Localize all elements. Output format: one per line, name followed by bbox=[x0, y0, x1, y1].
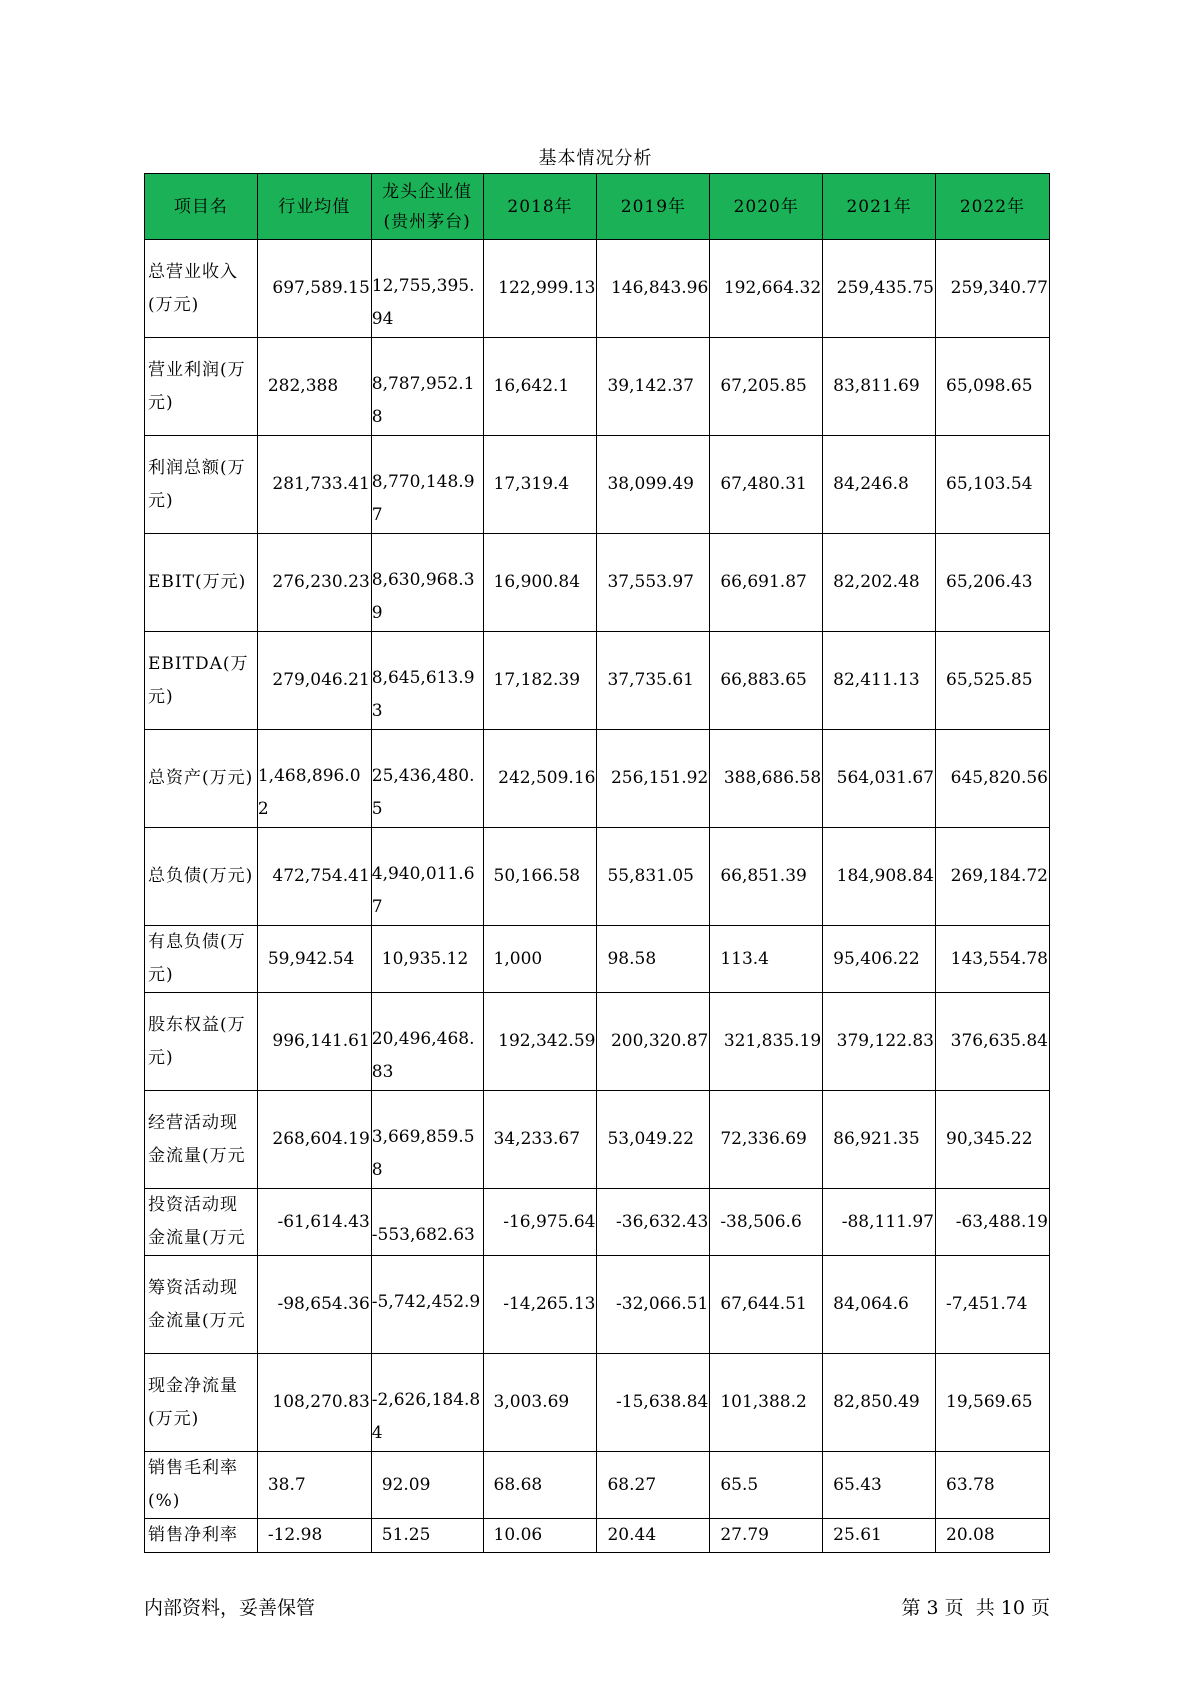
table-cell: 95,406.22 bbox=[823, 926, 936, 993]
table-cell: 51.25 bbox=[371, 1519, 483, 1553]
table-cell bbox=[371, 730, 483, 828]
table-cell: 192,664.32 bbox=[710, 240, 823, 338]
table-cell: 242,509.16 bbox=[483, 730, 597, 828]
table-row bbox=[145, 730, 1050, 828]
table-cell: -7,451.74 bbox=[936, 1256, 1050, 1354]
financial-table bbox=[144, 173, 1050, 1553]
table-cell: -15,638.84 bbox=[597, 1354, 710, 1452]
header-cell: 2020年 bbox=[710, 174, 823, 240]
table-row bbox=[145, 436, 1050, 534]
table-cell: 65.43 bbox=[823, 1452, 936, 1519]
row-label: EBITDA(万元) bbox=[145, 632, 258, 730]
footer-confidential-note: 内部资料，妥善保管 bbox=[144, 1597, 316, 1619]
table-cell: 19,569.65 bbox=[936, 1354, 1050, 1452]
table-row bbox=[145, 1452, 1050, 1519]
table-cell bbox=[371, 1256, 483, 1354]
row-label: 现金净流量(万元) bbox=[145, 1354, 258, 1452]
row-label: 总营业收入(万元) bbox=[145, 240, 258, 338]
table-cell bbox=[371, 632, 483, 730]
table-cell: 16,900.84 bbox=[483, 534, 597, 632]
cell-value: -2,626,184.84 bbox=[371, 1390, 481, 1443]
table-row bbox=[145, 1091, 1050, 1189]
row-label: 销售净利率 bbox=[145, 1519, 258, 1553]
table-cell: 259,435.75 bbox=[823, 240, 936, 338]
table-cell: 143,554.78 bbox=[936, 926, 1050, 993]
table-row bbox=[145, 338, 1050, 436]
row-label: EBIT(万元) bbox=[145, 534, 258, 632]
table-cell: 697,589.15 bbox=[257, 240, 371, 338]
cell-value: 12,755,395.94 bbox=[371, 276, 475, 329]
table-cell: -63,488.19 bbox=[936, 1189, 1050, 1256]
cell-value: 1,468,896.02 bbox=[257, 766, 361, 819]
table-cell: 65.5 bbox=[710, 1452, 823, 1519]
table-cell: 379,122.83 bbox=[823, 993, 936, 1091]
table-cell: 67,205.85 bbox=[710, 338, 823, 436]
table-cell bbox=[371, 436, 483, 534]
table-cell: -98,654.36 bbox=[257, 1256, 371, 1354]
table-cell: 86,921.35 bbox=[823, 1091, 936, 1189]
table-cell: 10,935.12 bbox=[371, 926, 483, 993]
table-cell: 65,098.65 bbox=[936, 338, 1050, 436]
table-cell: 282,388 bbox=[257, 338, 371, 436]
table-row bbox=[145, 1519, 1050, 1553]
row-label: 营业利润(万元) bbox=[145, 338, 258, 436]
table-cell: 66,883.65 bbox=[710, 632, 823, 730]
table-cell bbox=[371, 993, 483, 1091]
table-cell bbox=[371, 1354, 483, 1452]
table-cell: 37,735.61 bbox=[597, 632, 710, 730]
row-label: 有息负债(万元) bbox=[145, 926, 258, 993]
table-cell: 68.27 bbox=[597, 1452, 710, 1519]
table-cell: 376,635.84 bbox=[936, 993, 1050, 1091]
header-cell: 行业均值 bbox=[257, 174, 371, 240]
table-row bbox=[145, 926, 1050, 993]
table-cell: 256,151.92 bbox=[597, 730, 710, 828]
table-cell: 17,182.39 bbox=[483, 632, 597, 730]
table-row bbox=[145, 534, 1050, 632]
header-cell: 2019年 bbox=[597, 174, 710, 240]
table-cell: 66,851.39 bbox=[710, 828, 823, 926]
table-cell: 101,388.2 bbox=[710, 1354, 823, 1452]
table-row bbox=[145, 1256, 1050, 1354]
table-cell: -12.98 bbox=[257, 1519, 371, 1553]
row-label: 总负债(万元) bbox=[145, 828, 258, 926]
table-row bbox=[145, 632, 1050, 730]
cell-value: 3,669,859.58 bbox=[371, 1127, 475, 1180]
cell-value: 8,787,952.18 bbox=[371, 374, 475, 427]
table-cell: 996,141.61 bbox=[257, 993, 371, 1091]
table-cell: 276,230.23 bbox=[257, 534, 371, 632]
table-cell: -16,975.64 bbox=[483, 1189, 597, 1256]
table-cell: 1,000 bbox=[483, 926, 597, 993]
table-cell: -38,506.6 bbox=[710, 1189, 823, 1256]
row-label: 筹资活动现金流量(万元 bbox=[145, 1256, 258, 1354]
table-cell bbox=[257, 730, 371, 828]
table-cell: 388,686.58 bbox=[710, 730, 823, 828]
table-row bbox=[145, 1189, 1050, 1256]
table-cell: 84,246.8 bbox=[823, 436, 936, 534]
table-cell: 84,064.6 bbox=[823, 1256, 936, 1354]
table-cell: -14,265.13 bbox=[483, 1256, 597, 1354]
table-cell: 200,320.87 bbox=[597, 993, 710, 1091]
table-cell: 53,049.22 bbox=[597, 1091, 710, 1189]
table-row bbox=[145, 240, 1050, 338]
table-cell: 259,340.77 bbox=[936, 240, 1050, 338]
table-cell: 108,270.83 bbox=[257, 1354, 371, 1452]
table-row bbox=[145, 828, 1050, 926]
table-cell: 92.09 bbox=[371, 1452, 483, 1519]
table-cell bbox=[371, 1091, 483, 1189]
row-label: 股东权益(万元) bbox=[145, 993, 258, 1091]
table-cell: 39,142.37 bbox=[597, 338, 710, 436]
cell-value: 25,436,480.5 bbox=[371, 766, 475, 819]
row-label: 经营活动现金流量(万元 bbox=[145, 1091, 258, 1189]
table-cell: 20.44 bbox=[597, 1519, 710, 1553]
table-cell: 269,184.72 bbox=[936, 828, 1050, 926]
table-cell: 55,831.05 bbox=[597, 828, 710, 926]
table-cell: 37,553.97 bbox=[597, 534, 710, 632]
table-cell: 25.61 bbox=[823, 1519, 936, 1553]
row-label: 总资产(万元) bbox=[145, 730, 258, 828]
cell-value: -5,742,452.9 bbox=[371, 1292, 481, 1312]
table-cell: 10.06 bbox=[483, 1519, 597, 1553]
table-cell: 472,754.41 bbox=[257, 828, 371, 926]
header-cell: 2018年 bbox=[483, 174, 597, 240]
table-cell bbox=[371, 338, 483, 436]
table-cell: 82,850.49 bbox=[823, 1354, 936, 1452]
table-cell: 98.58 bbox=[597, 926, 710, 993]
table-cell bbox=[371, 828, 483, 926]
table-cell: 82,202.48 bbox=[823, 534, 936, 632]
cell-value: -553,682.63 bbox=[371, 1225, 475, 1245]
page-title: 基本情况分析 bbox=[538, 148, 653, 169]
table-cell: 50,166.58 bbox=[483, 828, 597, 926]
cell-value: 8,645,613.93 bbox=[371, 668, 475, 721]
table-cell: 321,835.19 bbox=[710, 993, 823, 1091]
row-label: 利润总额(万元) bbox=[145, 436, 258, 534]
table-row bbox=[145, 993, 1050, 1091]
row-label: 销售毛利率(%) bbox=[145, 1452, 258, 1519]
table-cell: 281,733.41 bbox=[257, 436, 371, 534]
header-cell: 2021年 bbox=[823, 174, 936, 240]
cell-value: 8,770,148.97 bbox=[371, 472, 475, 525]
table-cell: 564,031.67 bbox=[823, 730, 936, 828]
table-cell: 63.78 bbox=[936, 1452, 1050, 1519]
table-cell: 65,103.54 bbox=[936, 436, 1050, 534]
table-cell: 90,345.22 bbox=[936, 1091, 1050, 1189]
header-cell: 项目名 bbox=[145, 174, 258, 240]
table-cell: 67,480.31 bbox=[710, 436, 823, 534]
table-cell: 65,525.85 bbox=[936, 632, 1050, 730]
table-cell: 27.79 bbox=[710, 1519, 823, 1553]
table-cell: 3,003.69 bbox=[483, 1354, 597, 1452]
table-cell: 38,099.49 bbox=[597, 436, 710, 534]
header-cell: 2022年 bbox=[936, 174, 1050, 240]
cell-value: 8,630,968.39 bbox=[371, 570, 475, 623]
table-cell: 645,820.56 bbox=[936, 730, 1050, 828]
table-cell: 72,336.69 bbox=[710, 1091, 823, 1189]
cell-value: 20,496,468.83 bbox=[371, 1029, 475, 1082]
table-cell: 16,642.1 bbox=[483, 338, 597, 436]
table-cell: 122,999.13 bbox=[483, 240, 597, 338]
table-cell: 184,908.84 bbox=[823, 828, 936, 926]
table-cell bbox=[371, 534, 483, 632]
cell-value: 4,940,011.67 bbox=[371, 864, 475, 917]
table-cell: 17,319.4 bbox=[483, 436, 597, 534]
table-cell: 146,843.96 bbox=[597, 240, 710, 338]
table-cell: 66,691.87 bbox=[710, 534, 823, 632]
table-cell: 82,411.13 bbox=[823, 632, 936, 730]
table-cell: -61,614.43 bbox=[257, 1189, 371, 1256]
table-cell: 38.7 bbox=[257, 1452, 371, 1519]
table-cell: 83,811.69 bbox=[823, 338, 936, 436]
header-row bbox=[145, 174, 1050, 240]
table-cell: 20.08 bbox=[936, 1519, 1050, 1553]
table-row bbox=[145, 1354, 1050, 1452]
table-cell: 268,604.19 bbox=[257, 1091, 371, 1189]
table-cell: -36,632.43 bbox=[597, 1189, 710, 1256]
table-cell: 67,644.51 bbox=[710, 1256, 823, 1354]
table-cell: 34,233.67 bbox=[483, 1091, 597, 1189]
table-cell bbox=[371, 1189, 483, 1256]
table-cell: 68.68 bbox=[483, 1452, 597, 1519]
table-cell: 59,942.54 bbox=[257, 926, 371, 993]
table-cell: 65,206.43 bbox=[936, 534, 1050, 632]
table-cell: 113.4 bbox=[710, 926, 823, 993]
header-cell: 龙头企业值(贵州茅台) bbox=[371, 174, 483, 240]
row-label: 投资活动现金流量(万元 bbox=[145, 1189, 258, 1256]
table-cell bbox=[371, 240, 483, 338]
table-cell: -32,066.51 bbox=[597, 1256, 710, 1354]
table-cell: 279,046.21 bbox=[257, 632, 371, 730]
table-cell: -88,111.97 bbox=[823, 1189, 936, 1256]
table-cell: 192,342.59 bbox=[483, 993, 597, 1091]
footer-page-number: 第 3 页 共 10 页 bbox=[901, 1597, 1050, 1619]
